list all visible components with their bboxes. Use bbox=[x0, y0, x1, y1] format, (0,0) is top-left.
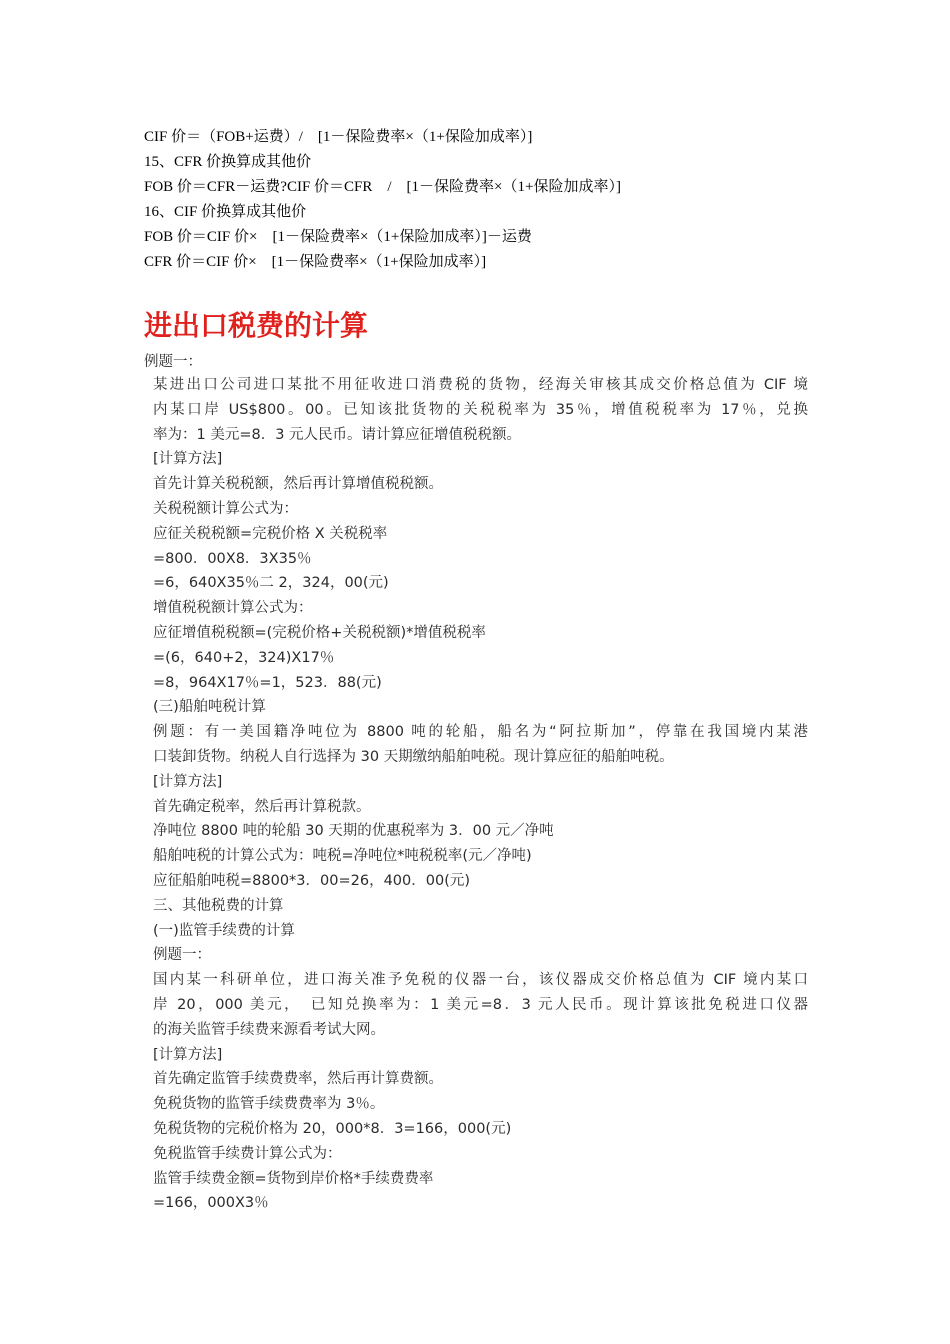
paragraph-line: 增值税税额计算公式为： bbox=[153, 600, 313, 617]
paragraph-line: 首先确定监管手续费费率，然后再计算费额。 bbox=[153, 1071, 443, 1088]
paragraph-line: 国内某一科研单位，进口海关准予免税的仪器一台，该仪器成交价格总值为 CIF 境内某口 bbox=[153, 972, 808, 989]
paragraph-line: (三)船舶吨税计算 bbox=[153, 699, 266, 716]
price-conversion-formulas bbox=[144, 125, 824, 275]
paragraph-line: [计算方法] bbox=[153, 1046, 223, 1063]
paragraph-line: 应征船舶吨税=8800*3．00=26，400．00(元) bbox=[153, 872, 471, 889]
paragraph-line: 率为：1 美元=8．3 元人民币。请计算应征增值税税额。 bbox=[153, 426, 522, 443]
paragraph-line: 岸 20，000 美元， 已知兑换率为：1 美元=8．3 元人民币。现计算该批免税进口仪器 bbox=[153, 996, 808, 1013]
example-label: 例题一： bbox=[144, 354, 202, 370]
paragraph-line: 三、其他税费的计算 bbox=[153, 897, 284, 914]
paragraph-line: 的海关监管手续费来源看考试大网。 bbox=[153, 1021, 385, 1038]
paragraph-line: (一)监管手续费的计算 bbox=[153, 922, 295, 939]
paragraph-line: [计算方法] bbox=[153, 773, 223, 790]
paragraph-line: 免税货物的监管手续费费率为 3％。 bbox=[153, 1096, 385, 1113]
body-text bbox=[153, 373, 808, 1216]
paragraph-line: 监管手续费金额=货物到岸价格*手续费费率 bbox=[153, 1170, 434, 1187]
paragraph-line: 船舶吨税的计算公式为：吨税=净吨位*吨税税率(元／净吨) bbox=[153, 848, 532, 865]
paragraph-line: 净吨位 8800 吨的轮船 30 天期的优惠税率为 3．00 元／净吨 bbox=[153, 823, 554, 840]
paragraph-line: =800．00X8．3X35％ bbox=[153, 550, 312, 567]
formula-line: 16、CIF 价换算成其他价 bbox=[144, 204, 307, 220]
paragraph-line: 免税货物的完税价格为 20，000*8．3=166，000(元) bbox=[153, 1120, 512, 1137]
paragraph-line: 某进出口公司进口某批不用征收进口消费税的货物，经海关审核其成交价格总值为 CIF 境 bbox=[153, 377, 808, 393]
paragraph-line: 例题一： bbox=[153, 947, 211, 964]
paragraph-line: 首先计算关税税额，然后再计算增值税税额。 bbox=[153, 476, 443, 493]
paragraph-line: =8，964X17％=1，523．88(元) bbox=[153, 674, 382, 691]
paragraph-line: 例题：有一美国籍净吨位为 8800 吨的轮船，船名为“阿拉斯加”，停靠在我国境内某港 bbox=[153, 724, 808, 741]
paragraph-line: 免税监管手续费计算公式为： bbox=[153, 1145, 342, 1162]
formula-line: CIF 价＝（FOB+运费）/ [1－保险费率×（1+保险加成率）] bbox=[144, 129, 533, 145]
paragraph-line: =(6，640+2，324)X17％ bbox=[153, 649, 335, 666]
paragraph-line: 应征增值税税额=(完税价格+关税税额)*增值税税率 bbox=[153, 624, 486, 641]
paragraph-line: 应征关税税额=完税价格 X 关税税率 bbox=[153, 525, 388, 542]
paragraph-line: =6，640X35％二 2，324，00(元) bbox=[153, 575, 389, 592]
paragraph-line: 关税税额计算公式为： bbox=[153, 500, 298, 517]
formula-line: FOB 价＝CIF 价× [1－保险费率×（1+保险加成率）]－运费 bbox=[144, 229, 532, 245]
formula-line: CFR 价＝CIF 价× [1－保险费率×（1+保险加成率）] bbox=[144, 254, 487, 270]
paragraph-line: 首先确定税率，然后再计算税款。 bbox=[153, 798, 371, 815]
paragraph-line: 内某口岸 US$800。00。已知该批货物的关税税率为 35％，增值税税率为 17％，兑换 bbox=[153, 401, 808, 418]
formula-line: 15、CFR 价换算成其他价 bbox=[144, 154, 312, 170]
paragraph-line: =166，000X3％ bbox=[153, 1195, 269, 1212]
section-heading: 进出口税费的计算 bbox=[144, 309, 369, 342]
paragraph-line: 口装卸货物。纳税人自行选择为 30 天期缴纳船舶吨税。现计算应征的船舶吨税。 bbox=[153, 748, 674, 765]
formula-line: FOB 价＝CFR－运费?CIF 价＝CFR / [1－保险费率×（1+保险加成率）] bbox=[144, 179, 621, 195]
paragraph-line: [计算方法] bbox=[153, 451, 223, 468]
